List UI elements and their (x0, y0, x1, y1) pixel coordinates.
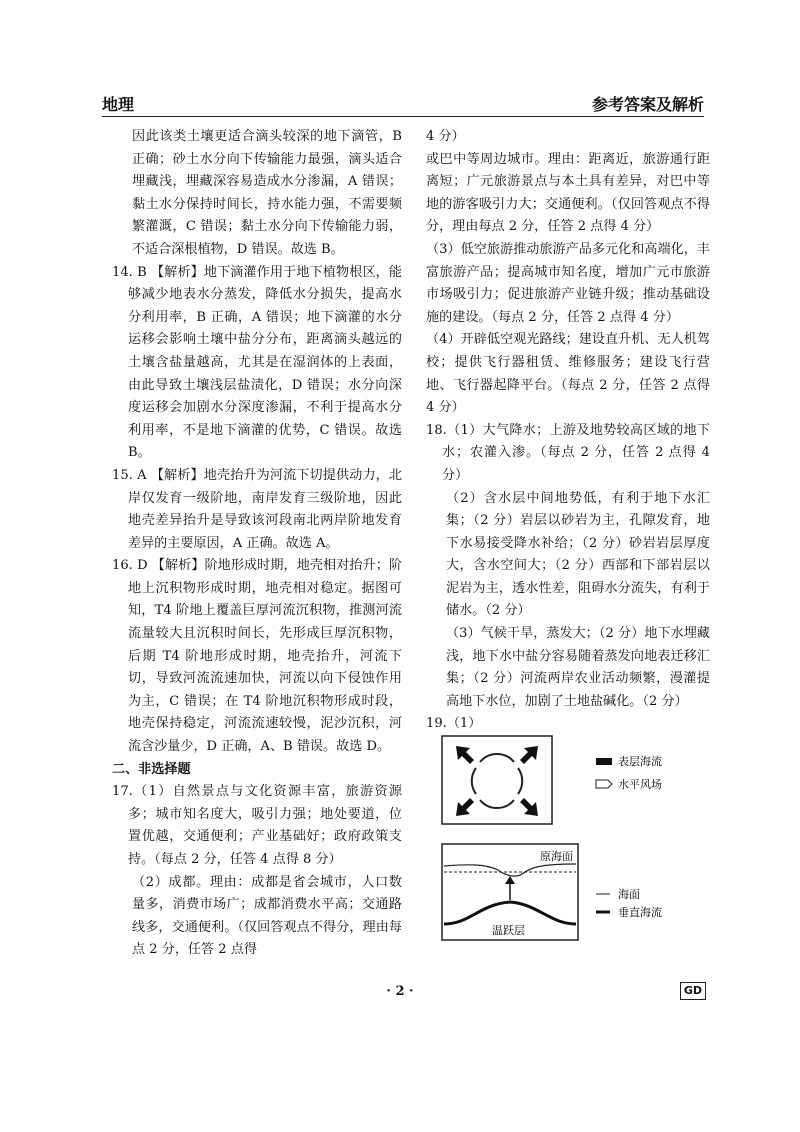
answer-17-3: （3）低空旅游推动旅游产品多元化和高端化，丰富旅游产品；提高城市知名度，增加广元市旅游市场吸引力；促进旅游产业链升级；推动基础设施的建设。（每点 2 分，任答 2 点得 4 分） (426, 241, 710, 325)
legend-wind-swatch (596, 780, 612, 788)
page-number: · 2 · (386, 984, 414, 999)
right-column (426, 126, 710, 736)
legend-sea-surface-label: 海面 (618, 888, 640, 901)
figure-bottom (440, 842, 710, 944)
answer-17-2-alt: 或巴中等周边城市。理由：距离近，旅游通行距离短；广元旅游景点与本土具有差异，对巴中等地的游客吸引力大；交通便利。（仅回答观点不得分，理由每点 2 分，任答 2 点得 4 分） (426, 151, 710, 235)
answer-18-2: （2）含水层中间地势低，有利于地下水汇集；（2 分）岩层以砂岩为主，孔隙发育，地下水易接受降水补给；（2 分）砂岩岩层厚度大，含水空间大；（2 分）西部和下部岩层以泥岩为主，透水性差，阻碍水分流失，有利于储水。（2 分） (446, 490, 710, 619)
answer-17-1: 17.（1）自然景点与文化资源丰富，旅游资源多；城市知名度大，吸引力强；地处要道，位置优越，交通便利；产业基础好；政府政策支持。（每点 2 分，任答 4 点得 8 分） (112, 784, 402, 867)
answer-13-cont: 因此该类土壤更适合滴头较深的地下滴管，B 正确；砂土水分向下传输能力最强，滴头适合埋藏浅，埋藏深容易造成水分渗漏，A 错误；黏土水分保持时间长，持水能力强，不需要频繁灌溉，C 错误；黏土水分向下传输能力弱，不适合深根植物，D 错误。故选 B。 (132, 129, 402, 257)
answer-18-3: （3）气候干旱，蒸发大；（2 分）地下水埋藏浅，地下水中盐分容易随着蒸发向地表迁移汇集；（2 分）河流两岸农业活动频繁，漫灌提高地下水位，加剧了土地盐碱化。（2 分） (446, 626, 710, 709)
answer-17-2-cont: 4 分） (426, 129, 465, 144)
legend-surface-label: 表层海流 (618, 755, 662, 768)
vertical-profile-diagram (440, 842, 710, 944)
figure-top (440, 732, 710, 832)
section-title: 参考答案及解析 (591, 95, 704, 114)
thermocline-label: 温跃层 (492, 924, 525, 937)
answer-18-1: 18.（1）大气降水；上游及地势较高区域的地下水；农灌入渗。（每点 2 分，任答 2 点得 4 分） (426, 422, 710, 483)
page-header (102, 86, 704, 117)
answer-17-2: （2）成都。理由：成都是省会城市，人口数量多，消费市场广；成都消费水平高；交通路线多，交通便利。（仅回答观点不得分，理由每点 2 分，任答 2 点得 (132, 874, 402, 958)
legend-vertical-current-label: 垂直海流 (618, 906, 662, 919)
answer-15: 15. A 【解析】地壳抬升为河流下切提供动力，北岸仅发育一级阶地，南岸发育三级阶地，因此地壳差异抬升是导致该河段南北两岸阶地发育差异的主要原因，A 正确。故选 A。 (112, 467, 402, 551)
answer-14: 14. B 【解析】地下滴灌作用于地下植物根区，能够减少地表水分蒸发，降低水分损失，提高水分利用率，B 正确，A 错误；地下滴灌的水分运移会影响土壤中盐分分布，距离滴头越远的土壤含盐量越高，尤其是在湿润体的上表面，由此导致土壤浅层盐渍化，D 错误；水分向深度运移会加剧水分深度渗漏，不利于提高水分利用率，不是地下滴灌的优势，C 错误。故选 B。 (112, 264, 402, 461)
answer-16: 16. D 【解析】阶地形成时期，地壳相对抬升；阶地上沉积物形成时期，地壳相对稳定。据图可知，T4 阶地上覆盖巨厚河流沉积物，推测河流流量较大且沉积时间长，先形成巨厚沉积物，后期 T4 阶地形成时期，地壳抬升，河流下切，导致河流流速加快，河流以向下侵蚀作用为主，C 错误；在 T4 阶地沉积物形成时段，地壳保持稳定，河流流速较慢，泥沙沉积，河流含沙量少，D 正确，A、B 错误。故选 D。 (112, 558, 402, 755)
subject-title: 地理 (102, 95, 135, 114)
section-heading: 二、非选择题 (112, 761, 191, 777)
original-surface-label: 原海面 (540, 850, 573, 863)
legend-surface-swatch (596, 758, 612, 765)
legend-wind-label: 水平风场 (618, 778, 662, 791)
region-code-badge: GD (680, 982, 706, 1000)
answer-17-4: （4）开辟低空观光路线；建设直升机、无人机驾校；提供飞行器租赁、维修服务；建设飞行营地、飞行器起降平台。（每点 2 分，任答 2 点得 4 分） (426, 332, 710, 416)
left-column (112, 126, 402, 962)
answer-19-label: 19.（1） (426, 716, 482, 732)
ocean-current-diagram (440, 732, 710, 832)
